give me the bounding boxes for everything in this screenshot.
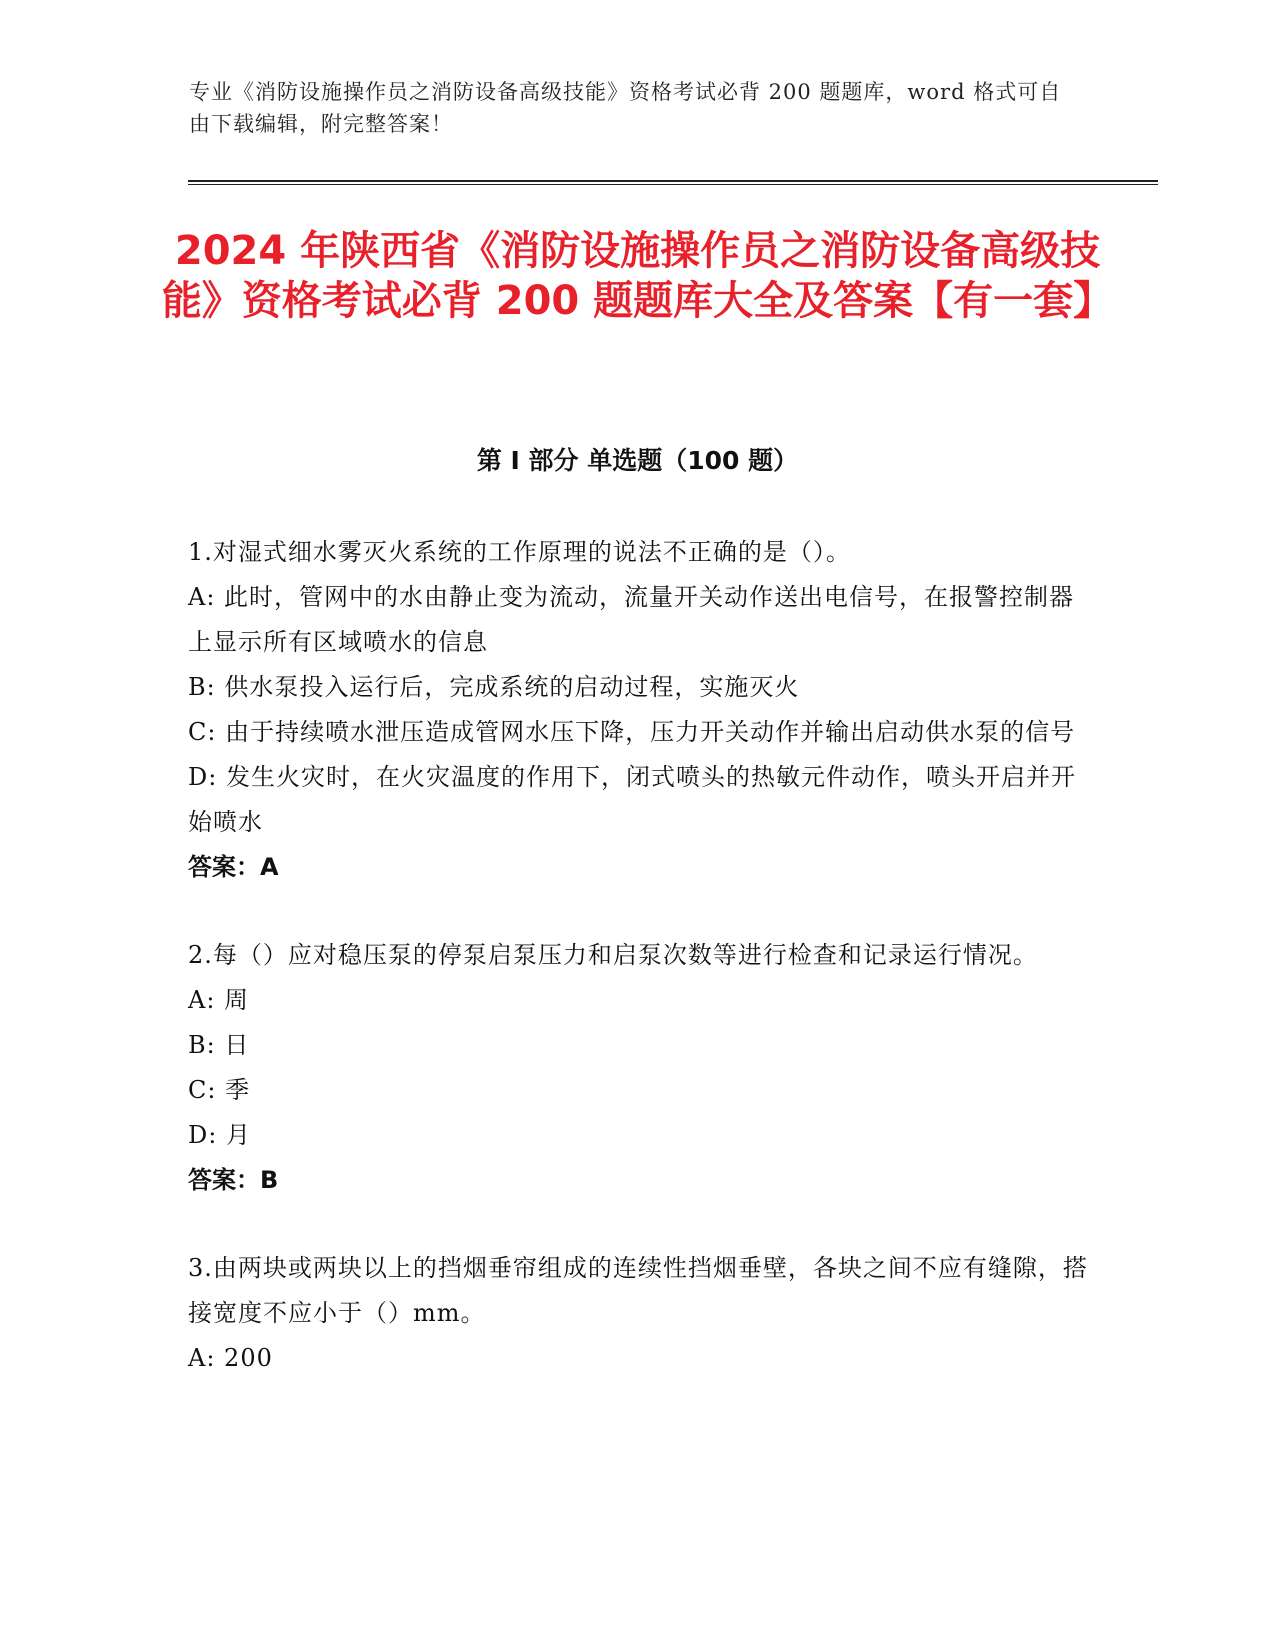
header-rule-thin: [188, 184, 1158, 185]
option-d: D: 月: [188, 1121, 251, 1149]
question-stem: 1.对湿式细水雾灭火系统的工作原理的说法不正确的是（）。: [188, 538, 851, 566]
answer: 答案：A: [188, 853, 279, 881]
question-1: [188, 530, 1088, 890]
answer: 答案：B: [188, 1166, 279, 1194]
question-2: [188, 933, 1088, 1203]
header-note: 专业《消防设施操作员之消防设备高级技能》资格考试必背 200 题题库，word 格式可自由下载编辑，附完整答案！: [189, 80, 1062, 136]
option-c: C: 季: [188, 1076, 251, 1104]
option-d: D: 发生火灾时，在火灾温度的作用下，闭式喷头的热敏元件动作，喷头开启并开始喷水: [188, 763, 1076, 836]
option-a: A: 此时，管网中的水由静止变为流动，流量开关动作送出电信号，在报警控制器上显示所有区域喷水的信息: [188, 583, 1075, 656]
question-3: [188, 1246, 1088, 1381]
question-stem: 2.每（）应对稳压泵的停泵启泵压力和启泵次数等进行检查和记录运行情况。: [188, 941, 1038, 969]
question-list: [188, 530, 1088, 1424]
option-a: A: 200: [188, 1344, 273, 1372]
option-b: B: 供水泵投入运行后，完成系统的启动过程，实施灭火: [188, 673, 800, 701]
option-c: C: 由于持续喷水泄压造成管网水压下降，压力开关动作并输出启动供水泵的信号: [188, 718, 1076, 746]
section-title: 第 I 部分 单选题（100 题）: [476, 446, 799, 475]
option-b: B: 日: [188, 1031, 250, 1059]
document-title: 2024 年陕西省《消防设施操作员之消防设备高级技能》资格考试必背 200 题题库大全及答案【有一套】: [161, 228, 1114, 324]
header-rule: [188, 180, 1158, 182]
question-stem: 3.由两块或两块以上的挡烟垂帘组成的连续性挡烟垂壁，各块之间不应有缝隙，搭接宽度不应小于（）mm。: [188, 1254, 1088, 1327]
option-a: A: 周: [188, 986, 250, 1014]
